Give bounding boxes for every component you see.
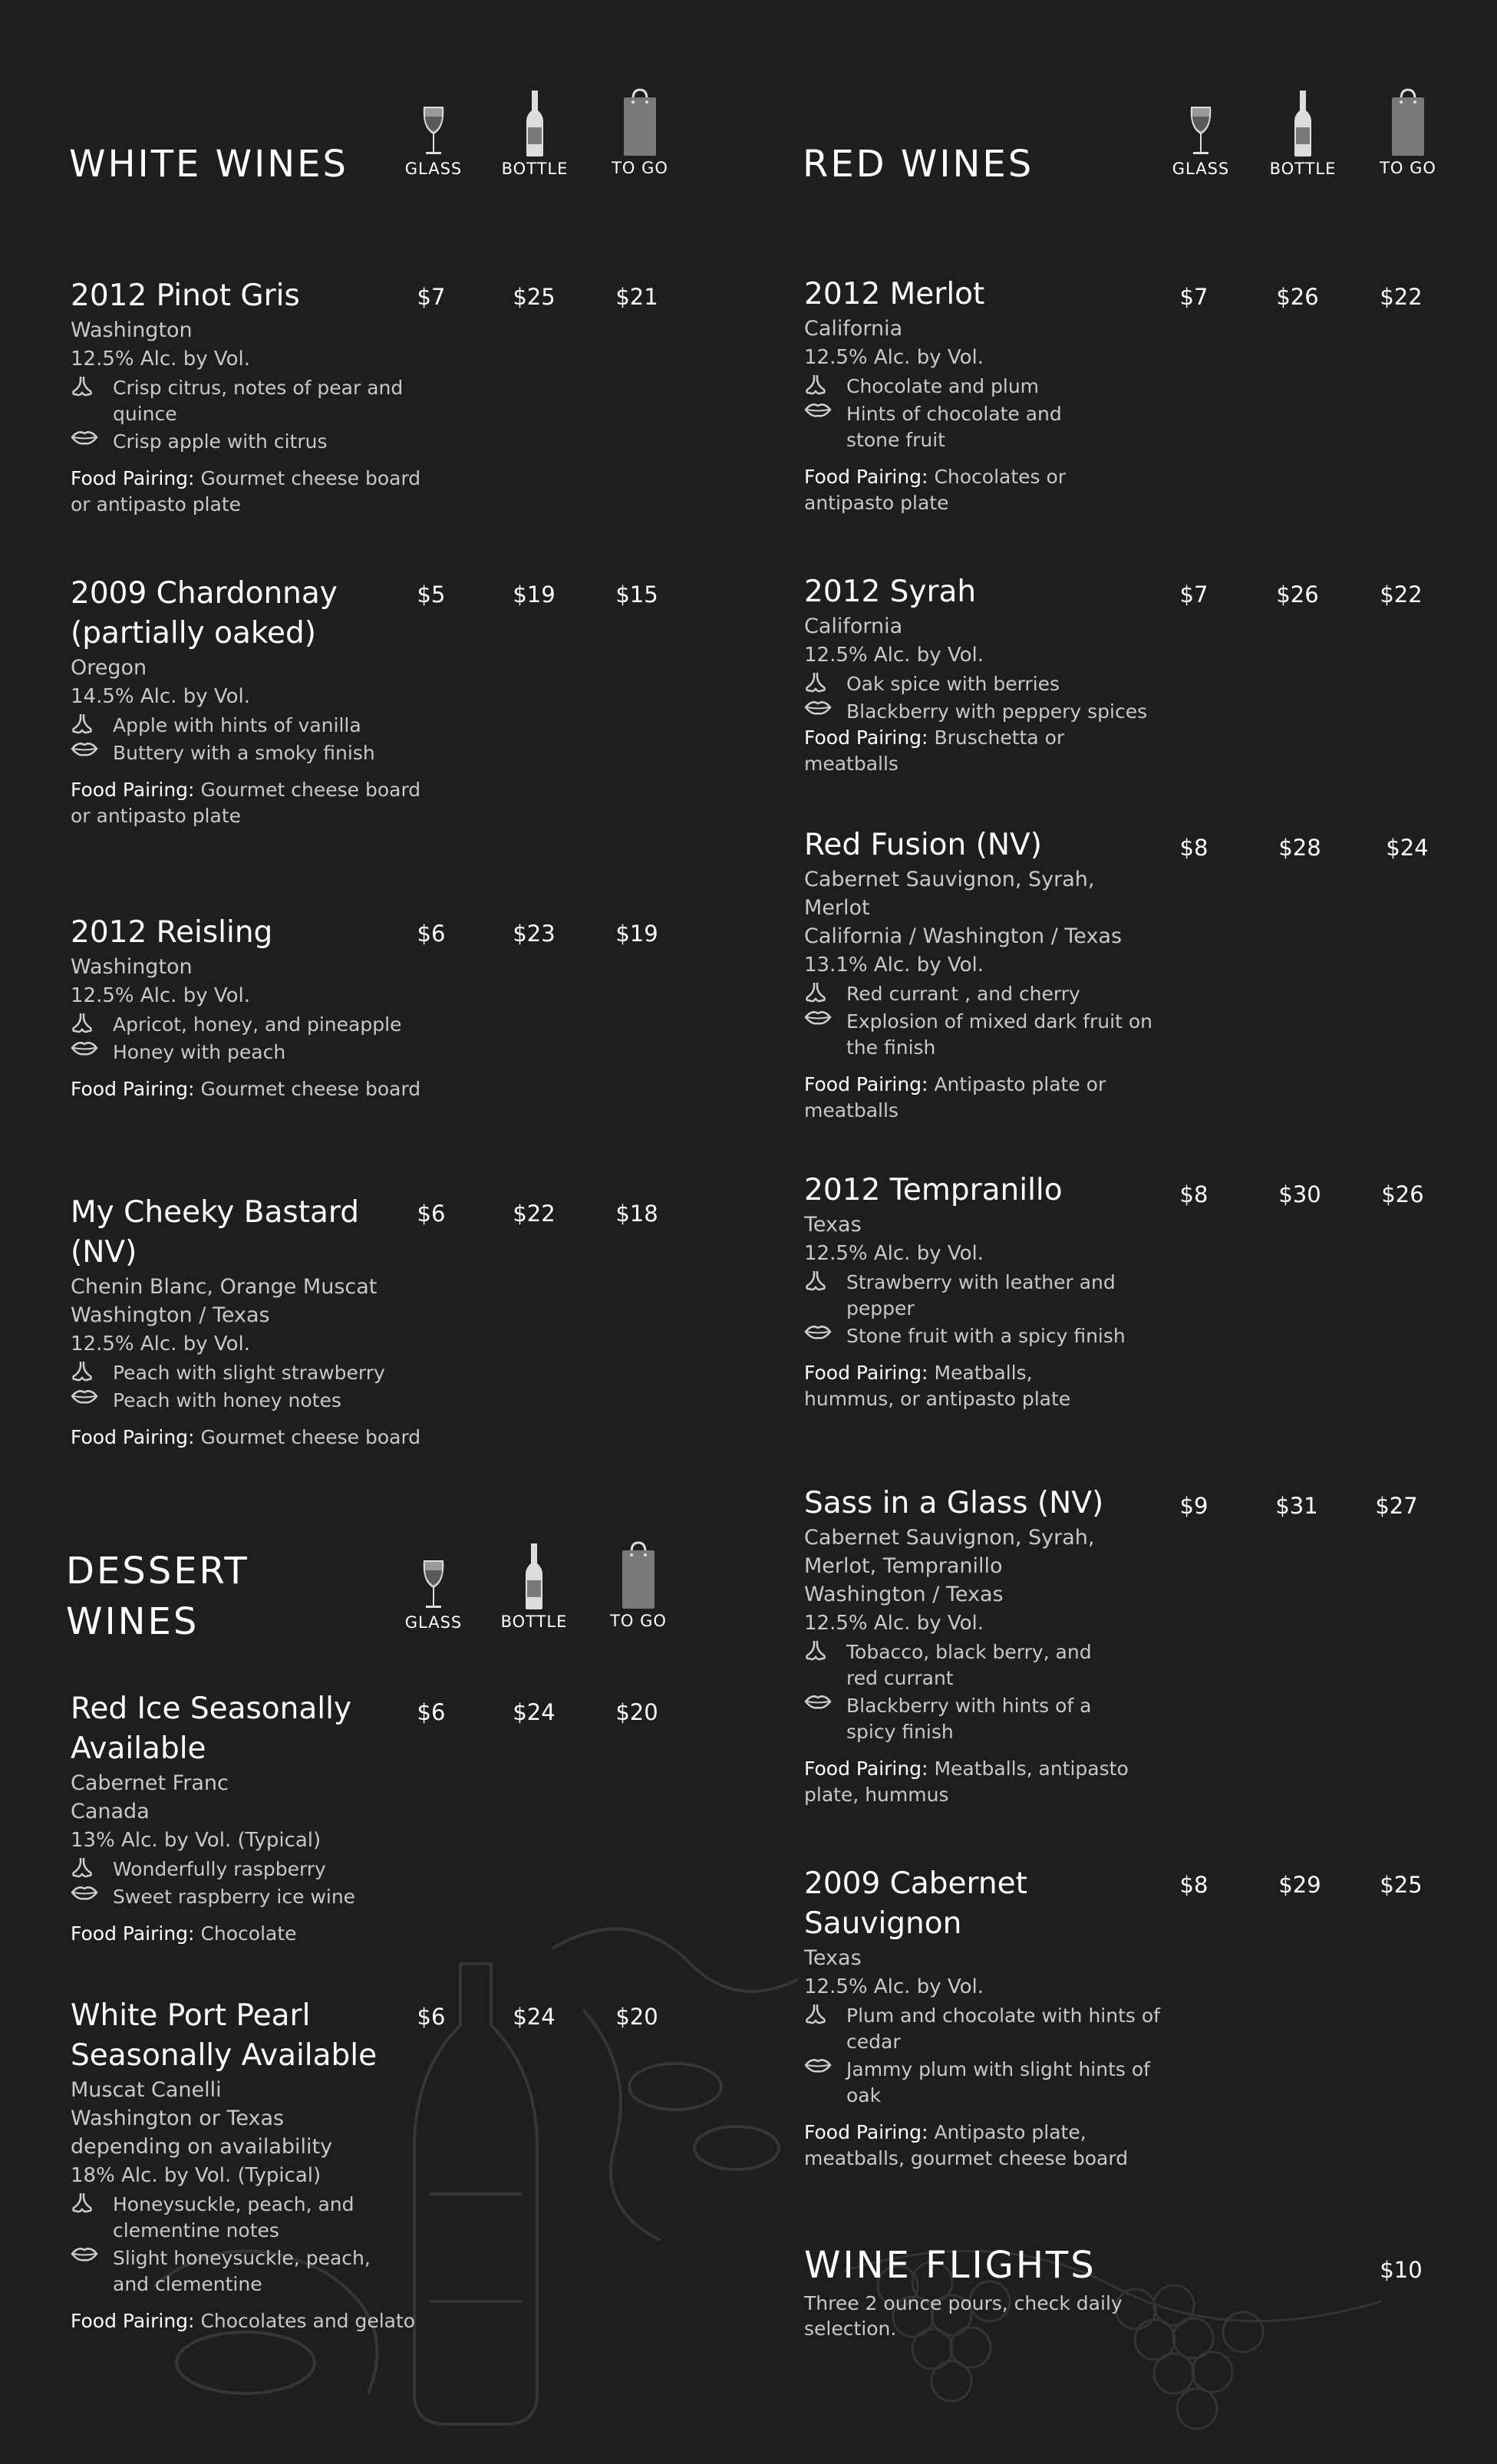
aroma-note	[71, 2192, 439, 2244]
food-pairing	[804, 1360, 1111, 1412]
price-bottle: $29	[1278, 1872, 1321, 1898]
price-bottle: $31	[1275, 1493, 1318, 1519]
taste-text: Sweet raspberry ice wine	[113, 1886, 356, 1908]
taste-note	[804, 1009, 1188, 1061]
bottle-column-label: BOTTLE	[1269, 160, 1337, 178]
aroma-text: Honeysuckle, peach, and clementine notes	[113, 2193, 354, 2242]
food-pairing	[71, 2308, 439, 2334]
lips-icon	[804, 1009, 832, 1026]
nose-icon	[804, 1639, 827, 1662]
wine-item-reisling	[71, 913, 424, 1102]
wine-grapes: Cabernet Sauvignon, Syrah, Merlot	[804, 868, 1095, 920]
taste-note	[804, 699, 1203, 725]
nose-icon	[71, 2192, 94, 2215]
wine-glass-icon	[1189, 106, 1212, 158]
food-pairing-text: Gourmet cheese board or antipasto plate	[71, 779, 421, 827]
aroma-note	[71, 1856, 439, 1883]
wine-alcohol: 12.5% Alc. by Vol.	[804, 1242, 984, 1265]
wine-item-merlot	[804, 275, 1172, 516]
wine-origin: Washington	[71, 955, 193, 979]
aroma-text: Apricot, honey, and pineapple	[113, 1013, 402, 1036]
wine-name: Red Fusion (NV)	[804, 828, 1042, 862]
white-togo-column-header	[598, 87, 682, 177]
food-pairing-text: Gourmet cheese board	[200, 1426, 421, 1448]
wine-item-sass-in-a-glass	[804, 1484, 1172, 1808]
wine-item-pinot-gris	[71, 276, 424, 518]
wine-item-chardonnay	[71, 574, 424, 829]
price-glass: $6	[417, 1699, 446, 1725]
taste-note	[804, 1323, 1172, 1349]
aroma-text: Apple with hints of vanilla	[113, 714, 361, 736]
price-bottle: $26	[1276, 581, 1319, 608]
food-pairing	[71, 1425, 424, 1451]
wine-alcohol: 12.5% Alc. by Vol.	[804, 644, 984, 667]
taste-text: Hints of chocolate and stone fruit	[846, 403, 1062, 451]
wine-bottle-icon	[524, 1542, 544, 1611]
food-pairing	[804, 1756, 1165, 1808]
price-glass: $6	[417, 1201, 446, 1227]
lips-icon	[804, 2057, 832, 2074]
wine-glass-icon	[422, 106, 445, 158]
food-pairing-label: Food Pairing:	[71, 467, 195, 489]
lips-icon	[71, 1884, 98, 1901]
price-bottle: $22	[513, 1201, 556, 1227]
wine-alcohol: 13% Alc. by Vol. (Typical)	[71, 1829, 321, 1852]
white-glass-column-header	[391, 106, 476, 178]
wine-item-white-port-pearl	[71, 1996, 439, 2334]
nose-icon	[804, 2003, 827, 2026]
aroma-text: Crisp citrus, notes of pear and quince	[113, 377, 404, 425]
price-togo: $24	[1386, 835, 1429, 861]
taste-text: Buttery with a smoky finish	[113, 742, 375, 764]
food-pairing	[804, 1072, 1126, 1124]
aroma-note	[804, 1639, 1172, 1692]
nose-icon	[71, 1012, 94, 1035]
price-togo: $18	[615, 1201, 658, 1227]
taste-note	[804, 1693, 1172, 1745]
lips-icon	[71, 740, 98, 757]
taste-text: Blackberry with hints of a spicy finish	[846, 1695, 1092, 1743]
wine-origin: Washington / Texas	[71, 1303, 270, 1327]
nose-icon	[804, 374, 827, 397]
aroma-note	[804, 1270, 1172, 1322]
wine-name: 2009 Cabernet Sauvignon	[804, 1866, 1027, 1941]
price-bottle: $24	[513, 1699, 556, 1725]
wine-alcohol: 12.5% Alc. by Vol.	[71, 984, 251, 1007]
price-togo: $20	[615, 2004, 658, 2030]
price-bottle: $19	[513, 581, 556, 608]
price-togo: $22	[1380, 284, 1423, 310]
taste-text: Jammy plum with slight hints of oak	[846, 2058, 1150, 2107]
wine-name: 2012 Syrah	[804, 575, 977, 609]
price-togo: $21	[615, 284, 658, 310]
price-bottle: $23	[513, 921, 556, 947]
aroma-note	[71, 1012, 424, 1038]
lips-icon	[71, 1039, 98, 1056]
wine-name: 2012 Reisling	[71, 915, 273, 950]
wine-glass-icon	[422, 1560, 445, 1612]
wine-item-my-cheeky-bastard	[71, 1193, 424, 1451]
taste-note	[71, 1039, 424, 1066]
wine-flights-price: $10	[1380, 2257, 1423, 2283]
food-pairing-label: Food Pairing:	[71, 1922, 195, 1945]
wine-origin: Washington or Texas depending on availability	[71, 2107, 333, 2159]
wine-item-red-fusion	[804, 825, 1188, 1124]
taste-note	[71, 2245, 439, 2298]
taste-text: Honey with peach	[113, 1041, 286, 1063]
dessert-bottle-column-header	[492, 1542, 576, 1631]
food-pairing-label: Food Pairing:	[71, 779, 195, 801]
wine-item-syrah	[804, 572, 1203, 777]
wine-origin: Canada	[71, 1800, 150, 1823]
aroma-note	[804, 671, 1203, 697]
wine-name: 2012 Merlot	[804, 277, 985, 311]
wine-item-cabernet-sauvignon	[804, 1864, 1188, 2172]
wine-alcohol: 12.5% Alc. by Vol.	[71, 348, 251, 371]
food-pairing-label: Food Pairing:	[804, 1362, 928, 1384]
taste-note	[71, 1884, 439, 1910]
food-pairing-text: Meatballs, antipasto plate, hummus	[804, 1757, 1129, 1806]
wine-flights-description	[804, 2291, 1126, 2341]
red-wines-heading: RED WINES	[803, 143, 1034, 186]
red-bottle-column-header	[1261, 89, 1345, 178]
nose-icon	[804, 1270, 827, 1293]
wine-origin: Texas	[804, 1213, 862, 1237]
taste-text: Peach with honey notes	[113, 1389, 341, 1412]
white-wines-heading: WHITE WINES	[69, 143, 348, 186]
food-pairing	[71, 1921, 439, 1947]
red-glass-column-header	[1159, 106, 1243, 178]
nose-icon	[71, 375, 94, 398]
wine-grapes: Cabernet Sauvignon, Syrah, Merlot, Tempranillo	[804, 1526, 1095, 1578]
nose-icon	[71, 1856, 94, 1879]
food-pairing-label: Food Pairing:	[71, 2310, 195, 2332]
nose-icon	[804, 981, 827, 1004]
taste-note	[804, 2057, 1188, 2109]
price-glass: $5	[417, 581, 446, 608]
dessert-glass-column-header	[391, 1560, 476, 1632]
food-pairing-text: Antipasto plate, meatballs, gourmet cheese board	[804, 2121, 1129, 2169]
price-bottle: $25	[513, 284, 556, 310]
bottle-column-label: BOTTLE	[500, 1612, 568, 1631]
wine-flights-text: Three 2 ounce pours, check daily selection.	[804, 2292, 1123, 2340]
wine-alcohol: 12.5% Alc. by Vol.	[804, 1975, 984, 1998]
wine-origin: Texas	[804, 1946, 862, 1970]
wine-origin: Oregon	[71, 656, 147, 680]
food-pairing-text: Meatballs, hummus, or antipasto plate	[804, 1362, 1071, 1410]
bottle-column-label: BOTTLE	[501, 160, 569, 178]
wine-name: 2009 Chardonnay (partially oaked)	[71, 576, 338, 651]
aroma-note	[71, 713, 424, 739]
red-togo-column-header	[1366, 87, 1450, 177]
shopping-bag-icon	[622, 87, 658, 157]
wine-name: White Port Pearl Seasonally Available	[71, 1998, 378, 2073]
price-glass: $6	[417, 921, 446, 947]
aroma-text: Red currant , and cherry	[846, 983, 1080, 1005]
lips-icon	[804, 699, 832, 716]
food-pairing-label: Food Pairing:	[804, 2121, 928, 2143]
price-togo: $25	[1380, 1872, 1423, 1898]
taste-text: Slight honeysuckle, peach, and clementine	[113, 2247, 371, 2295]
wine-origin: California	[804, 317, 903, 341]
taste-note	[804, 401, 1172, 453]
dessert-wines-heading-line2: WINES	[66, 1600, 199, 1643]
nose-icon	[71, 713, 94, 736]
glass-column-label: GLASS	[404, 1613, 463, 1632]
wine-origin: California / Washington / Texas	[804, 924, 1123, 948]
aroma-note	[71, 1360, 424, 1386]
price-bottle: $24	[513, 2004, 556, 2030]
aroma-text: Strawberry with leather and pepper	[846, 1271, 1116, 1319]
white-bottle-column-header	[493, 89, 577, 178]
wine-item-red-ice	[71, 1689, 439, 1947]
aroma-note	[71, 375, 424, 427]
food-pairing-text: Antipasto plate or meatballs	[804, 1073, 1106, 1122]
nose-icon	[71, 1360, 94, 1383]
price-togo: $19	[615, 921, 658, 947]
food-pairing	[71, 466, 424, 518]
price-togo: $22	[1380, 581, 1423, 608]
wine-origin: Washington	[71, 318, 193, 342]
lips-icon	[71, 2245, 98, 2262]
price-glass: $8	[1179, 1181, 1208, 1207]
aroma-note	[804, 2003, 1188, 2055]
wine-alcohol: 13.1% Alc. by Vol.	[804, 954, 984, 977]
aroma-text: Wonderfully raspberry	[113, 1858, 326, 1880]
food-pairing-text: Chocolates or antipasto plate	[804, 466, 1067, 514]
aroma-text: Chocolate and plum	[846, 375, 1040, 397]
wine-bottle-icon	[525, 89, 545, 158]
dessert-wines-heading-line1: DESSERT	[66, 1550, 249, 1593]
aroma-text: Plum and chocolate with hints of cedar	[846, 2004, 1160, 2053]
price-glass: $6	[417, 2004, 446, 2030]
wine-name: 2012 Tempranillo	[804, 1173, 1063, 1207]
aroma-note	[804, 981, 1188, 1007]
wine-alcohol: 12.5% Alc. by Vol.	[804, 1612, 984, 1635]
food-pairing	[804, 464, 1126, 516]
aroma-text: Oak spice with berries	[846, 673, 1060, 695]
price-bottle: $28	[1278, 835, 1321, 861]
wine-alcohol: 14.5% Alc. by Vol.	[71, 685, 251, 708]
food-pairing-text: Chocolate	[200, 1922, 297, 1945]
taste-text: Blackberry with peppery spices	[846, 700, 1148, 723]
food-pairing-text: Bruschetta or meatballs	[804, 726, 1065, 775]
price-glass: $7	[1179, 284, 1208, 310]
togo-column-label: TO GO	[1380, 159, 1436, 177]
food-pairing-text: Chocolates and gelato	[200, 2310, 416, 2332]
taste-text: Explosion of mixed dark fruit on the finish	[846, 1010, 1152, 1059]
taste-note	[71, 740, 424, 766]
wine-grapes: Cabernet Franc	[71, 1771, 229, 1795]
price-bottle: $30	[1278, 1181, 1321, 1207]
wine-bottle-icon	[1293, 89, 1313, 158]
aroma-text: Tobacco, black berry, and red currant	[846, 1641, 1092, 1689]
taste-text: Stone fruit with a spicy finish	[846, 1325, 1126, 1347]
price-glass: $7	[417, 284, 446, 310]
price-togo: $26	[1381, 1181, 1424, 1207]
taste-note	[71, 429, 424, 455]
wine-name: My Cheeky Bastard (NV)	[71, 1195, 360, 1270]
food-pairing-text: Gourmet cheese board	[200, 1078, 421, 1100]
lips-icon	[71, 429, 98, 446]
price-togo: $15	[615, 581, 658, 608]
aroma-note	[804, 374, 1172, 400]
wine-origin: Washington / Texas	[804, 1583, 1004, 1606]
wine-origin: California	[804, 614, 903, 638]
lips-icon	[71, 1388, 98, 1405]
food-pairing-label: Food Pairing:	[804, 1757, 928, 1780]
glass-column-label: GLASS	[1172, 160, 1230, 178]
shopping-bag-icon	[621, 1540, 656, 1610]
food-pairing-label: Food Pairing:	[804, 726, 928, 749]
wine-alcohol: 18% Alc. by Vol. (Typical)	[71, 2164, 321, 2187]
glass-column-label: GLASS	[404, 160, 463, 178]
wine-name: 2012 Pinot Gris	[71, 278, 300, 313]
price-bottle: $26	[1276, 284, 1319, 310]
lips-icon	[804, 401, 832, 418]
food-pairing	[71, 1076, 424, 1102]
food-pairing	[71, 777, 424, 829]
lips-icon	[804, 1323, 832, 1340]
togo-column-label: TO GO	[612, 159, 668, 177]
food-pairing	[804, 725, 1111, 777]
nose-icon	[804, 671, 827, 694]
wine-name: Red Ice Seasonally Available	[71, 1692, 352, 1766]
wine-grapes: Muscat Canelli	[71, 2078, 222, 2102]
food-pairing	[804, 2120, 1188, 2172]
taste-text: Crisp apple with citrus	[113, 430, 328, 453]
price-glass: $7	[1179, 581, 1208, 608]
dessert-togo-column-header	[596, 1540, 681, 1630]
food-pairing-label: Food Pairing:	[804, 466, 928, 488]
togo-column-label: TO GO	[610, 1612, 667, 1630]
aroma-text: Peach with slight strawberry	[113, 1362, 385, 1384]
food-pairing-label: Food Pairing:	[804, 1073, 928, 1095]
wine-flights-heading: WINE FLIGHTS	[804, 2244, 1096, 2287]
shopping-bag-icon	[1390, 87, 1426, 157]
food-pairing-text: Gourmet cheese board or antipasto plate	[71, 467, 421, 516]
wine-alcohol: 12.5% Alc. by Vol.	[804, 346, 984, 369]
price-togo: $27	[1375, 1493, 1418, 1519]
price-glass: $8	[1179, 835, 1208, 861]
food-pairing-label: Food Pairing:	[71, 1078, 195, 1100]
price-glass: $8	[1179, 1872, 1208, 1898]
wine-alcohol: 12.5% Alc. by Vol.	[71, 1332, 251, 1356]
lips-icon	[804, 1693, 832, 1710]
wine-grapes: Chenin Blanc, Orange Muscat	[71, 1275, 378, 1299]
food-pairing-label: Food Pairing:	[71, 1426, 195, 1448]
wine-item-tempranillo	[804, 1171, 1172, 1412]
wine-name: Sass in a Glass (NV)	[804, 1486, 1104, 1520]
taste-note	[71, 1388, 424, 1414]
price-glass: $9	[1179, 1493, 1208, 1519]
price-togo: $20	[615, 1699, 658, 1725]
